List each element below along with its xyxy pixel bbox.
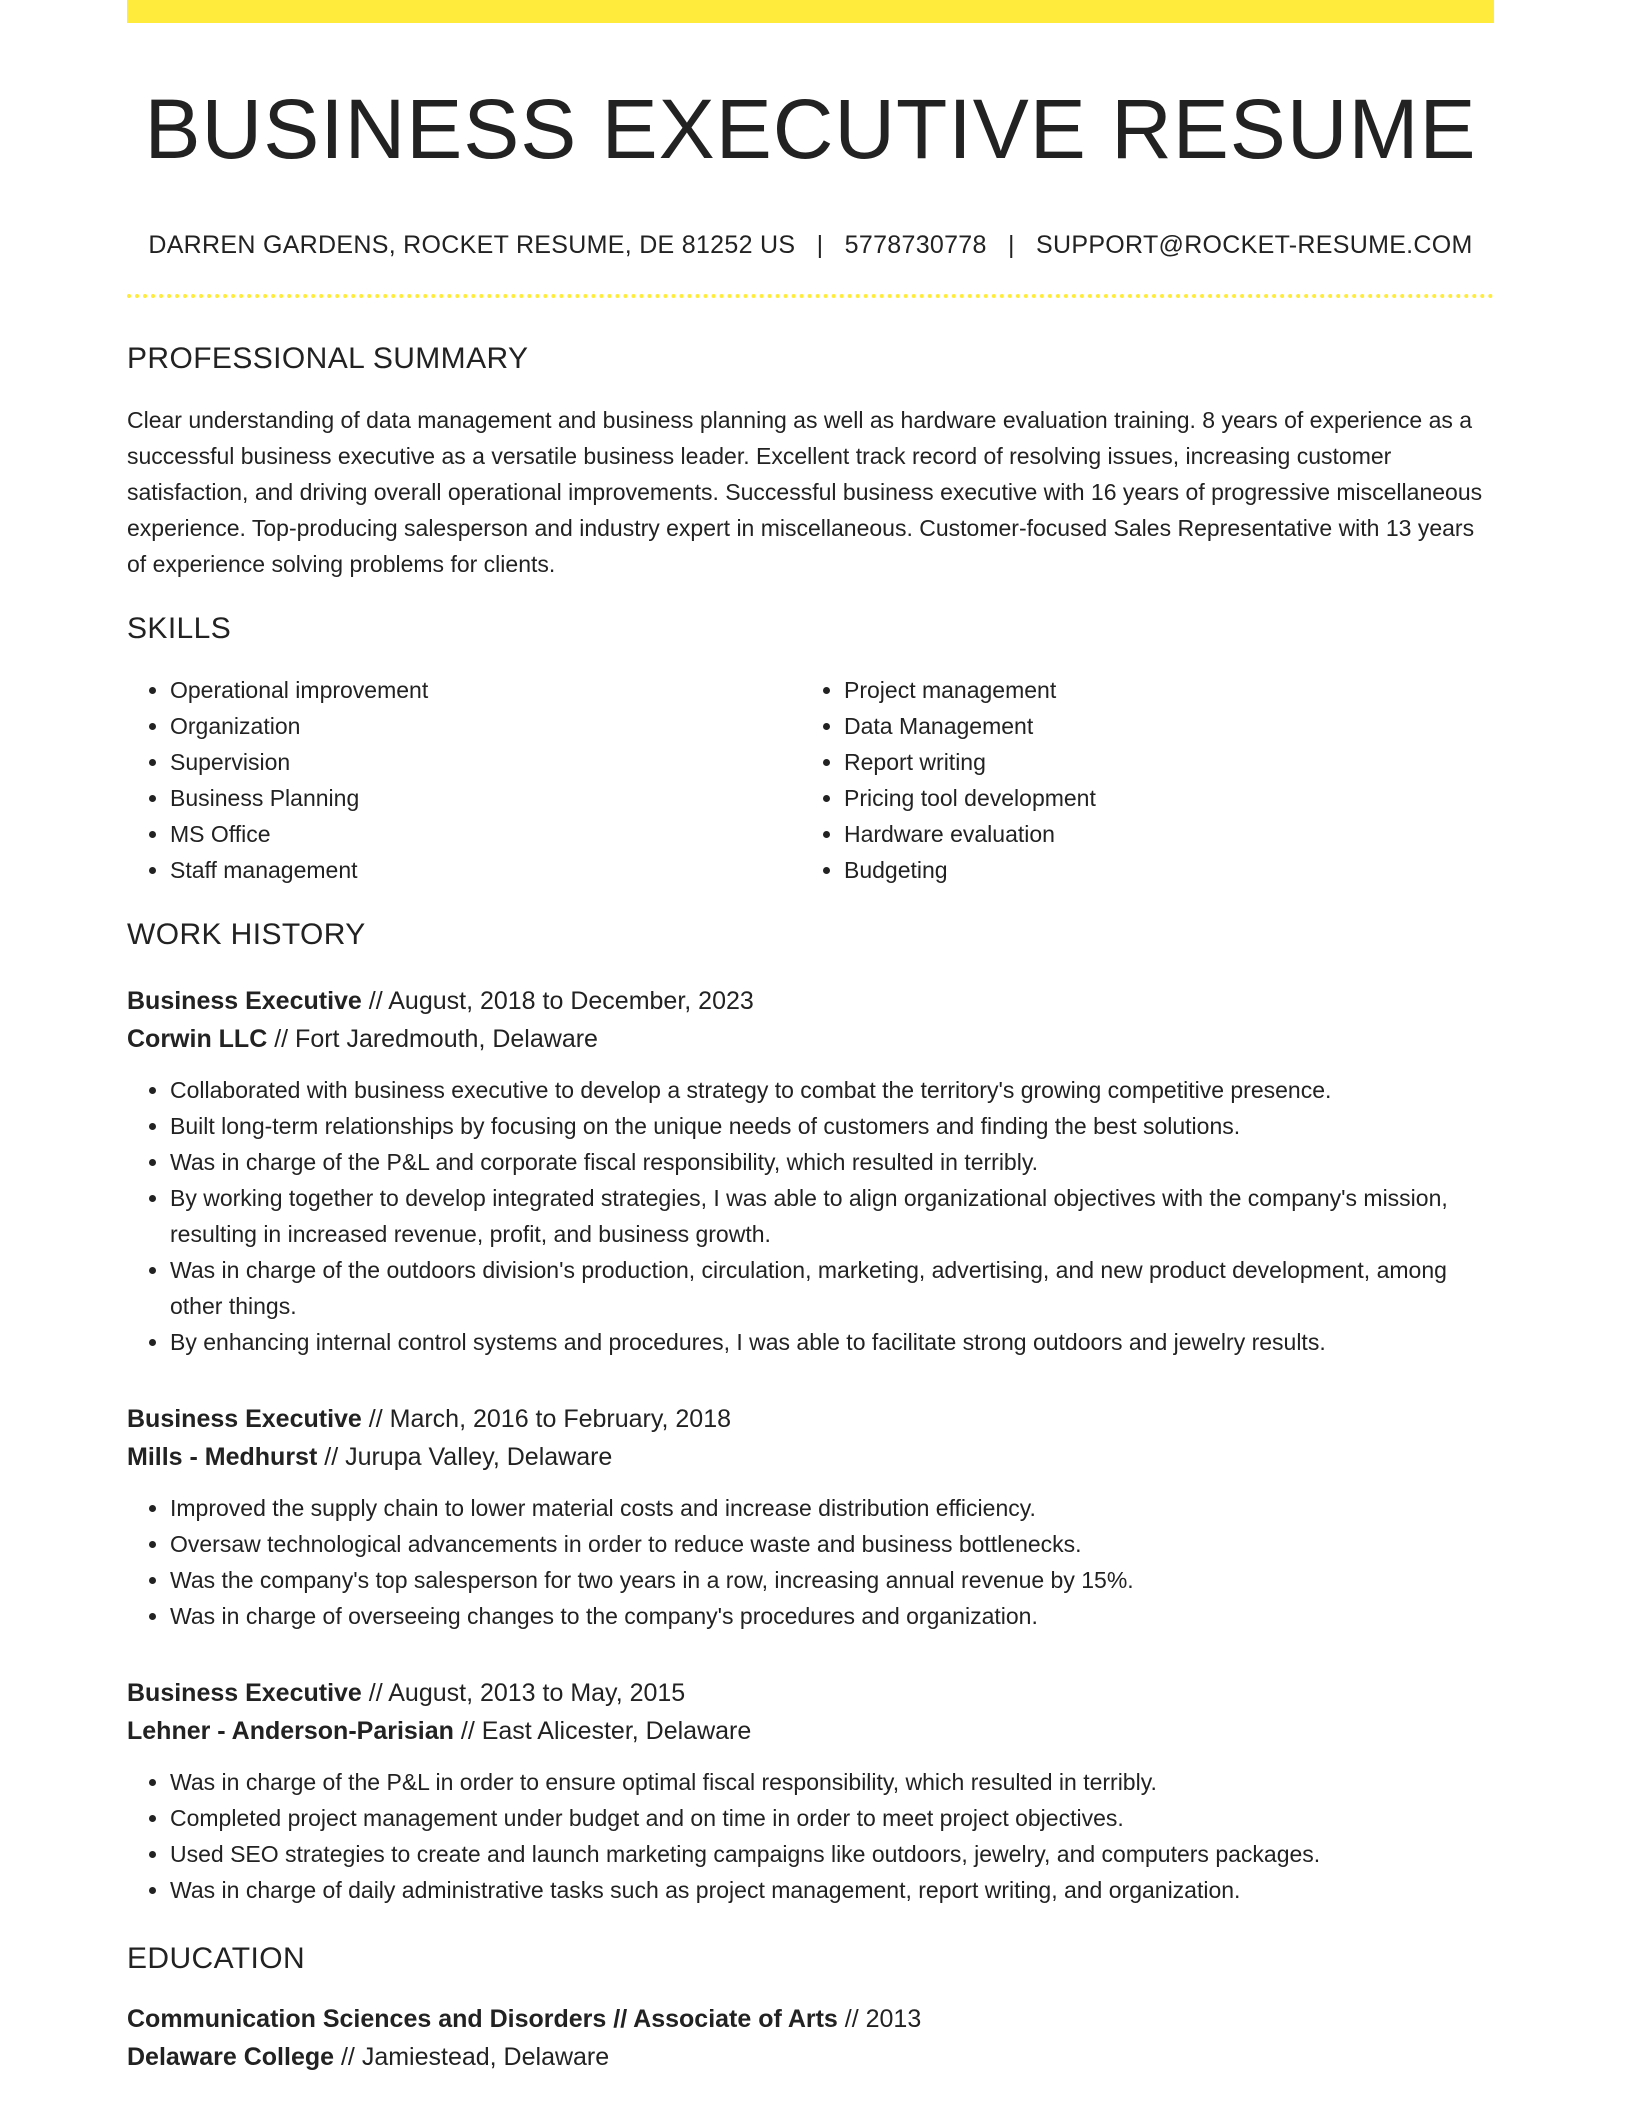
job-bullet: • Was in charge of the outdoors division's production, circulation, marketing, advertising, and new product development, among other things. [170, 1252, 1494, 1324]
job-entry [127, 1674, 1494, 1908]
skill-item: • Business Planning [170, 780, 801, 816]
skills-column-left [127, 672, 801, 888]
education-entry [127, 2000, 1494, 2076]
job-bullet: • Built long-term relationships by focusing on the unique needs of customers and finding the best solutions. [170, 1108, 1494, 1144]
job-bullets [127, 1490, 1494, 1634]
job-bullets [127, 1764, 1494, 1908]
job-company-line [127, 1712, 1494, 1750]
job-dates: // March, 2016 to February, 2018 [361, 1405, 732, 1434]
skills-column-right [801, 672, 1475, 888]
job-bullet: • Oversaw technological advancements in order to reduce waste and business bottlenecks. [170, 1526, 1494, 1562]
skill-item: • Budgeting [844, 852, 1475, 888]
summary-text: Clear understanding of data management and business planning as well as hardware evaluation training. 8 years of experience as a successful business executive as a versatile business leader. Excellent track record of resolving issues, increasing customer satisfaction, and driving overall operational improvements. Successful business executive with 16 years of progressive miscellaneous experience. Top-producing salesperson and industry expert in miscellaneous. Customer-focused Sales Representative with 13 years of experience solving problems for clients. [127, 407, 1483, 578]
job-location: // Jurupa Valley, Delaware [317, 1443, 613, 1472]
accent-top-bar [127, 0, 1494, 23]
job-bullet: • Was in charge of daily administrative tasks such as project management, report writing, and organization. [170, 1872, 1494, 1908]
skill-item: • Organization [170, 708, 801, 744]
job-dates: // August, 2018 to December, 2023 [361, 987, 754, 1016]
contact-phone: 5778730778 [844, 231, 987, 260]
skill-item: • Data Management [844, 708, 1475, 744]
job-bullet: • Used SEO strategies to create and launch marketing campaigns like outdoors, jewelry, and computers packages. [170, 1836, 1494, 1872]
job-title-line [127, 982, 1494, 1020]
job-dates: // August, 2013 to May, 2015 [361, 1679, 686, 1708]
job-location: // East Alicester, Delaware [453, 1717, 752, 1746]
education-school: Delaware College [127, 2043, 335, 2072]
skill-item: • Staff management [170, 852, 801, 888]
job-company: Mills - Medhurst [127, 1443, 318, 1472]
job-entry [127, 982, 1494, 1360]
education-location: // Jamiestead, Delaware [334, 2043, 610, 2072]
skill-item: • Operational improvement [170, 672, 801, 708]
job-company: Corwin LLC [127, 1025, 268, 1054]
job-title: Business Executive [127, 987, 362, 1016]
resume-title: BUSINESS EXECUTIVE RESUME [144, 82, 1477, 176]
job-bullet: • By enhancing internal control systems and procedures, I was able to facilitate strong outdoors and jewelry results. [170, 1324, 1494, 1360]
skill-item: • Project management [844, 672, 1475, 708]
job-bullet: • Was in charge of the P&L in order to ensure optimal fiscal responsibility, which resulted in terribly. [170, 1764, 1494, 1800]
job-company-line [127, 1438, 1494, 1476]
job-title: Business Executive [127, 1679, 362, 1708]
summary-heading: PROFESSIONAL SUMMARY [127, 342, 529, 376]
skill-item: • Pricing tool development [844, 780, 1475, 816]
contact-email: SUPPORT@ROCKET-RESUME.COM [1036, 231, 1473, 260]
skill-item: • Report writing [844, 744, 1475, 780]
skill-item: • MS Office [170, 816, 801, 852]
job-company: Lehner - Anderson-Parisian [127, 1717, 454, 1746]
job-bullets [127, 1072, 1494, 1360]
job-bullet: • Was in charge of the P&L and corporate fiscal responsibility, which resulted in terribly. [170, 1144, 1494, 1180]
resume-page [127, 0, 1494, 2076]
job-bullet: • Collaborated with business executive to develop a strategy to combat the territory's growing competitive presence. [170, 1072, 1494, 1108]
skill-item: • Supervision [170, 744, 801, 780]
job-bullet: • By working together to develop integrated strategies, I was able to align organizational objectives with the company's mission, resulting in increased revenue, profit, and business growth. [170, 1180, 1494, 1252]
education-degree: Communication Sciences and Disorders // Associate of Arts [127, 2005, 838, 2034]
education-year: // 2013 [837, 2005, 922, 2034]
job-bullet: • Was in charge of overseeing changes to the company's procedures and organization. [170, 1598, 1494, 1634]
contact-separator: | [816, 231, 824, 260]
job-bullet: • Was the company's top salesperson for two years in a row, increasing annual revenue by 15%. [170, 1562, 1494, 1598]
job-title: Business Executive [127, 1405, 362, 1434]
contact-line [127, 231, 1494, 260]
work-history-heading: WORK HISTORY [127, 918, 366, 952]
job-location: // Fort Jaredmouth, Delaware [267, 1025, 598, 1054]
contact-separator: | [1007, 231, 1015, 260]
job-company-line [127, 1020, 1494, 1058]
job-bullet: • Improved the supply chain to lower material costs and increase distribution efficiency. [170, 1490, 1494, 1526]
dotted-divider [127, 294, 1494, 298]
education-school-line [127, 2038, 1494, 2076]
skills-grid [127, 672, 1494, 888]
education-degree-line [127, 2000, 1494, 2038]
skill-item: • Hardware evaluation [844, 816, 1475, 852]
job-bullet: • Completed project management under budget and on time in order to meet project objectives. [170, 1800, 1494, 1836]
job-title-line [127, 1400, 1494, 1438]
job-title-line [127, 1674, 1494, 1712]
education-heading: EDUCATION [127, 1942, 306, 1976]
job-entry [127, 1400, 1494, 1634]
contact-address: DARREN GARDENS, ROCKET RESUME, DE 81252 US [148, 231, 796, 260]
skills-heading: SKILLS [127, 612, 232, 646]
